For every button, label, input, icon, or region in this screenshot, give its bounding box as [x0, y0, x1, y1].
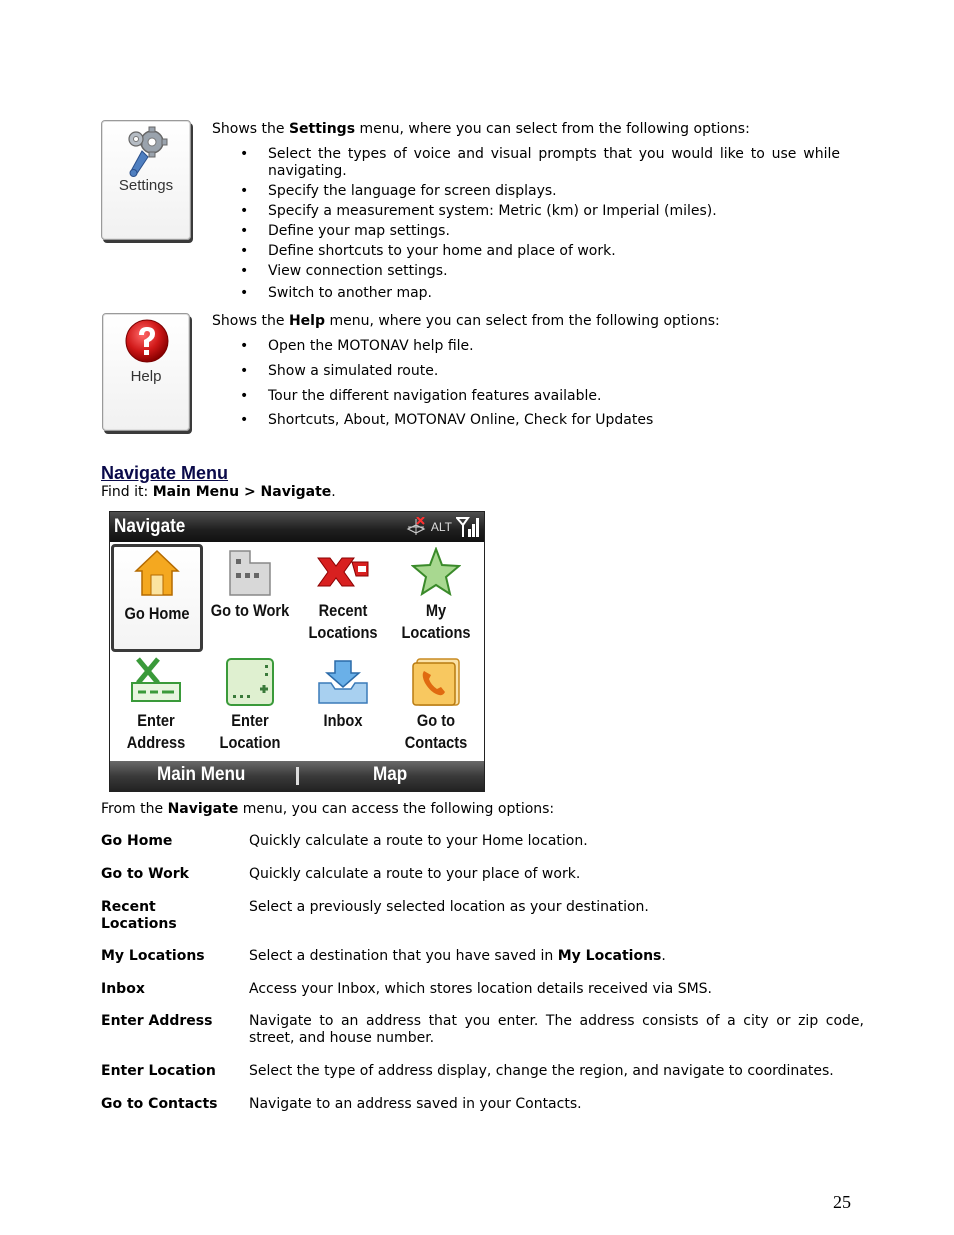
settings-options-list: [240, 146, 840, 305]
go-home-tile[interactable]: [111, 544, 203, 652]
settings-bullet: • Specify a measurement system: Metric (km) or Imperial (miles).: [240, 203, 840, 223]
tile-label: Recent Locations: [308, 601, 378, 642]
location-grid-icon: [225, 657, 275, 707]
tile-label: Go Home: [124, 604, 190, 623]
option-desc: Select the type of address display, change the region, and navigate to coordinates.: [249, 1063, 834, 1079]
building-icon: [226, 547, 274, 597]
tile-label: My Locations: [401, 601, 471, 642]
option-desc: Navigate to an address that you enter. The address consists of a city or zip code, street, and house number.: [249, 1013, 864, 1046]
option-desc: Select a destination that you have saved in My Locations.: [249, 948, 666, 964]
settings-bullet: • Define shortcuts to your home and place of work.: [240, 243, 840, 263]
enter-address-tile[interactable]: [110, 654, 202, 762]
option-term: Inbox: [101, 981, 145, 997]
options-intro: From the Navigate menu, you can access the following options:: [101, 801, 555, 817]
tile-label: Enter Location: [219, 711, 281, 752]
help-bullet: • Show a simulated route.: [240, 363, 840, 388]
page-number: 25: [833, 1192, 851, 1212]
softkey-divider: [296, 767, 299, 785]
my-locations-tile[interactable]: [390, 544, 482, 652]
signal-strength-icon: [456, 516, 480, 538]
option-term: Go Home: [101, 833, 173, 849]
settings-bullet: • Define your map settings.: [240, 223, 840, 243]
help-bullet: • Shortcuts, About, MOTONAV Online, Check for Updates: [240, 412, 840, 432]
help-bullet: • Open the MOTONAV help file.: [240, 338, 840, 363]
option-term: Recent Locations: [101, 899, 177, 932]
enter-location-tile[interactable]: [204, 654, 296, 762]
go-to-contacts-tile[interactable]: [390, 654, 482, 762]
inbox-icon: [317, 659, 369, 705]
tile-label: Go to Work: [210, 601, 290, 620]
option-term: Go to Work: [101, 866, 189, 882]
gps-off-icon: [405, 517, 427, 537]
help-menu-icon-tile: [102, 313, 190, 431]
help-bullet: • Tour the different navigation features available.: [240, 388, 840, 412]
help-icon-caption: Help: [130, 368, 162, 385]
screen-title-bar: [110, 512, 484, 542]
tile-label: Go to Contacts: [404, 711, 468, 752]
main-menu-softkey[interactable]: Main Menu: [157, 764, 246, 785]
find-it-path: Find it: Main Menu > Navigate.: [101, 484, 336, 500]
recent-flag-icon: [316, 554, 370, 594]
help-intro: Shows the Help menu, where you can select from the following options:: [212, 313, 720, 329]
recent-locations-tile[interactable]: [297, 544, 389, 652]
option-term: My Locations: [101, 948, 205, 964]
option-desc: Quickly calculate a route to your place of work.: [249, 866, 581, 882]
address-sign-icon: [130, 657, 182, 707]
settings-bullet: • View connection settings.: [240, 263, 840, 285]
house-icon: [134, 549, 180, 597]
section-heading: Navigate Menu: [101, 463, 229, 483]
option-desc: Access your Inbox, which stores location details received via SMS.: [249, 981, 712, 997]
navigate-screen: [109, 511, 485, 792]
softkey-bar: [110, 761, 484, 791]
tile-label: Inbox: [323, 711, 363, 730]
settings-bullet: • Specify the language for screen displays.: [240, 183, 840, 203]
settings-intro: Shows the Settings menu, where you can select from the following options:: [212, 121, 750, 137]
tile-label: Enter Address: [126, 711, 186, 752]
option-desc: Navigate to an address saved in your Contacts.: [249, 1096, 582, 1112]
settings-bullet: • Switch to another map.: [240, 285, 840, 305]
go-to-work-tile[interactable]: [204, 544, 296, 652]
alt-indicator: ALT: [430, 520, 452, 534]
star-icon: [411, 547, 461, 597]
settings-bullet: • Select the types of voice and visual prompts that you would like to use while navigating.: [240, 146, 840, 183]
option-desc: Quickly calculate a route to your Home location.: [249, 833, 588, 849]
option-term: Enter Address: [101, 1013, 213, 1029]
help-question-icon: [124, 318, 170, 364]
inbox-tile[interactable]: [297, 654, 389, 762]
settings-icon-caption: Settings: [118, 177, 174, 194]
settings-gears-icon: [122, 125, 172, 179]
help-options-list: [240, 338, 840, 432]
option-term: Go to Contacts: [101, 1096, 218, 1112]
screen-title: Navigate: [114, 516, 186, 537]
option-term: Enter Location: [101, 1063, 216, 1079]
settings-menu-icon-tile: [101, 120, 191, 240]
map-softkey[interactable]: Map: [373, 764, 408, 785]
status-area: [405, 515, 480, 539]
contacts-phone-icon: [411, 657, 461, 707]
option-desc: Select a previously selected location as your destination.: [249, 899, 649, 915]
